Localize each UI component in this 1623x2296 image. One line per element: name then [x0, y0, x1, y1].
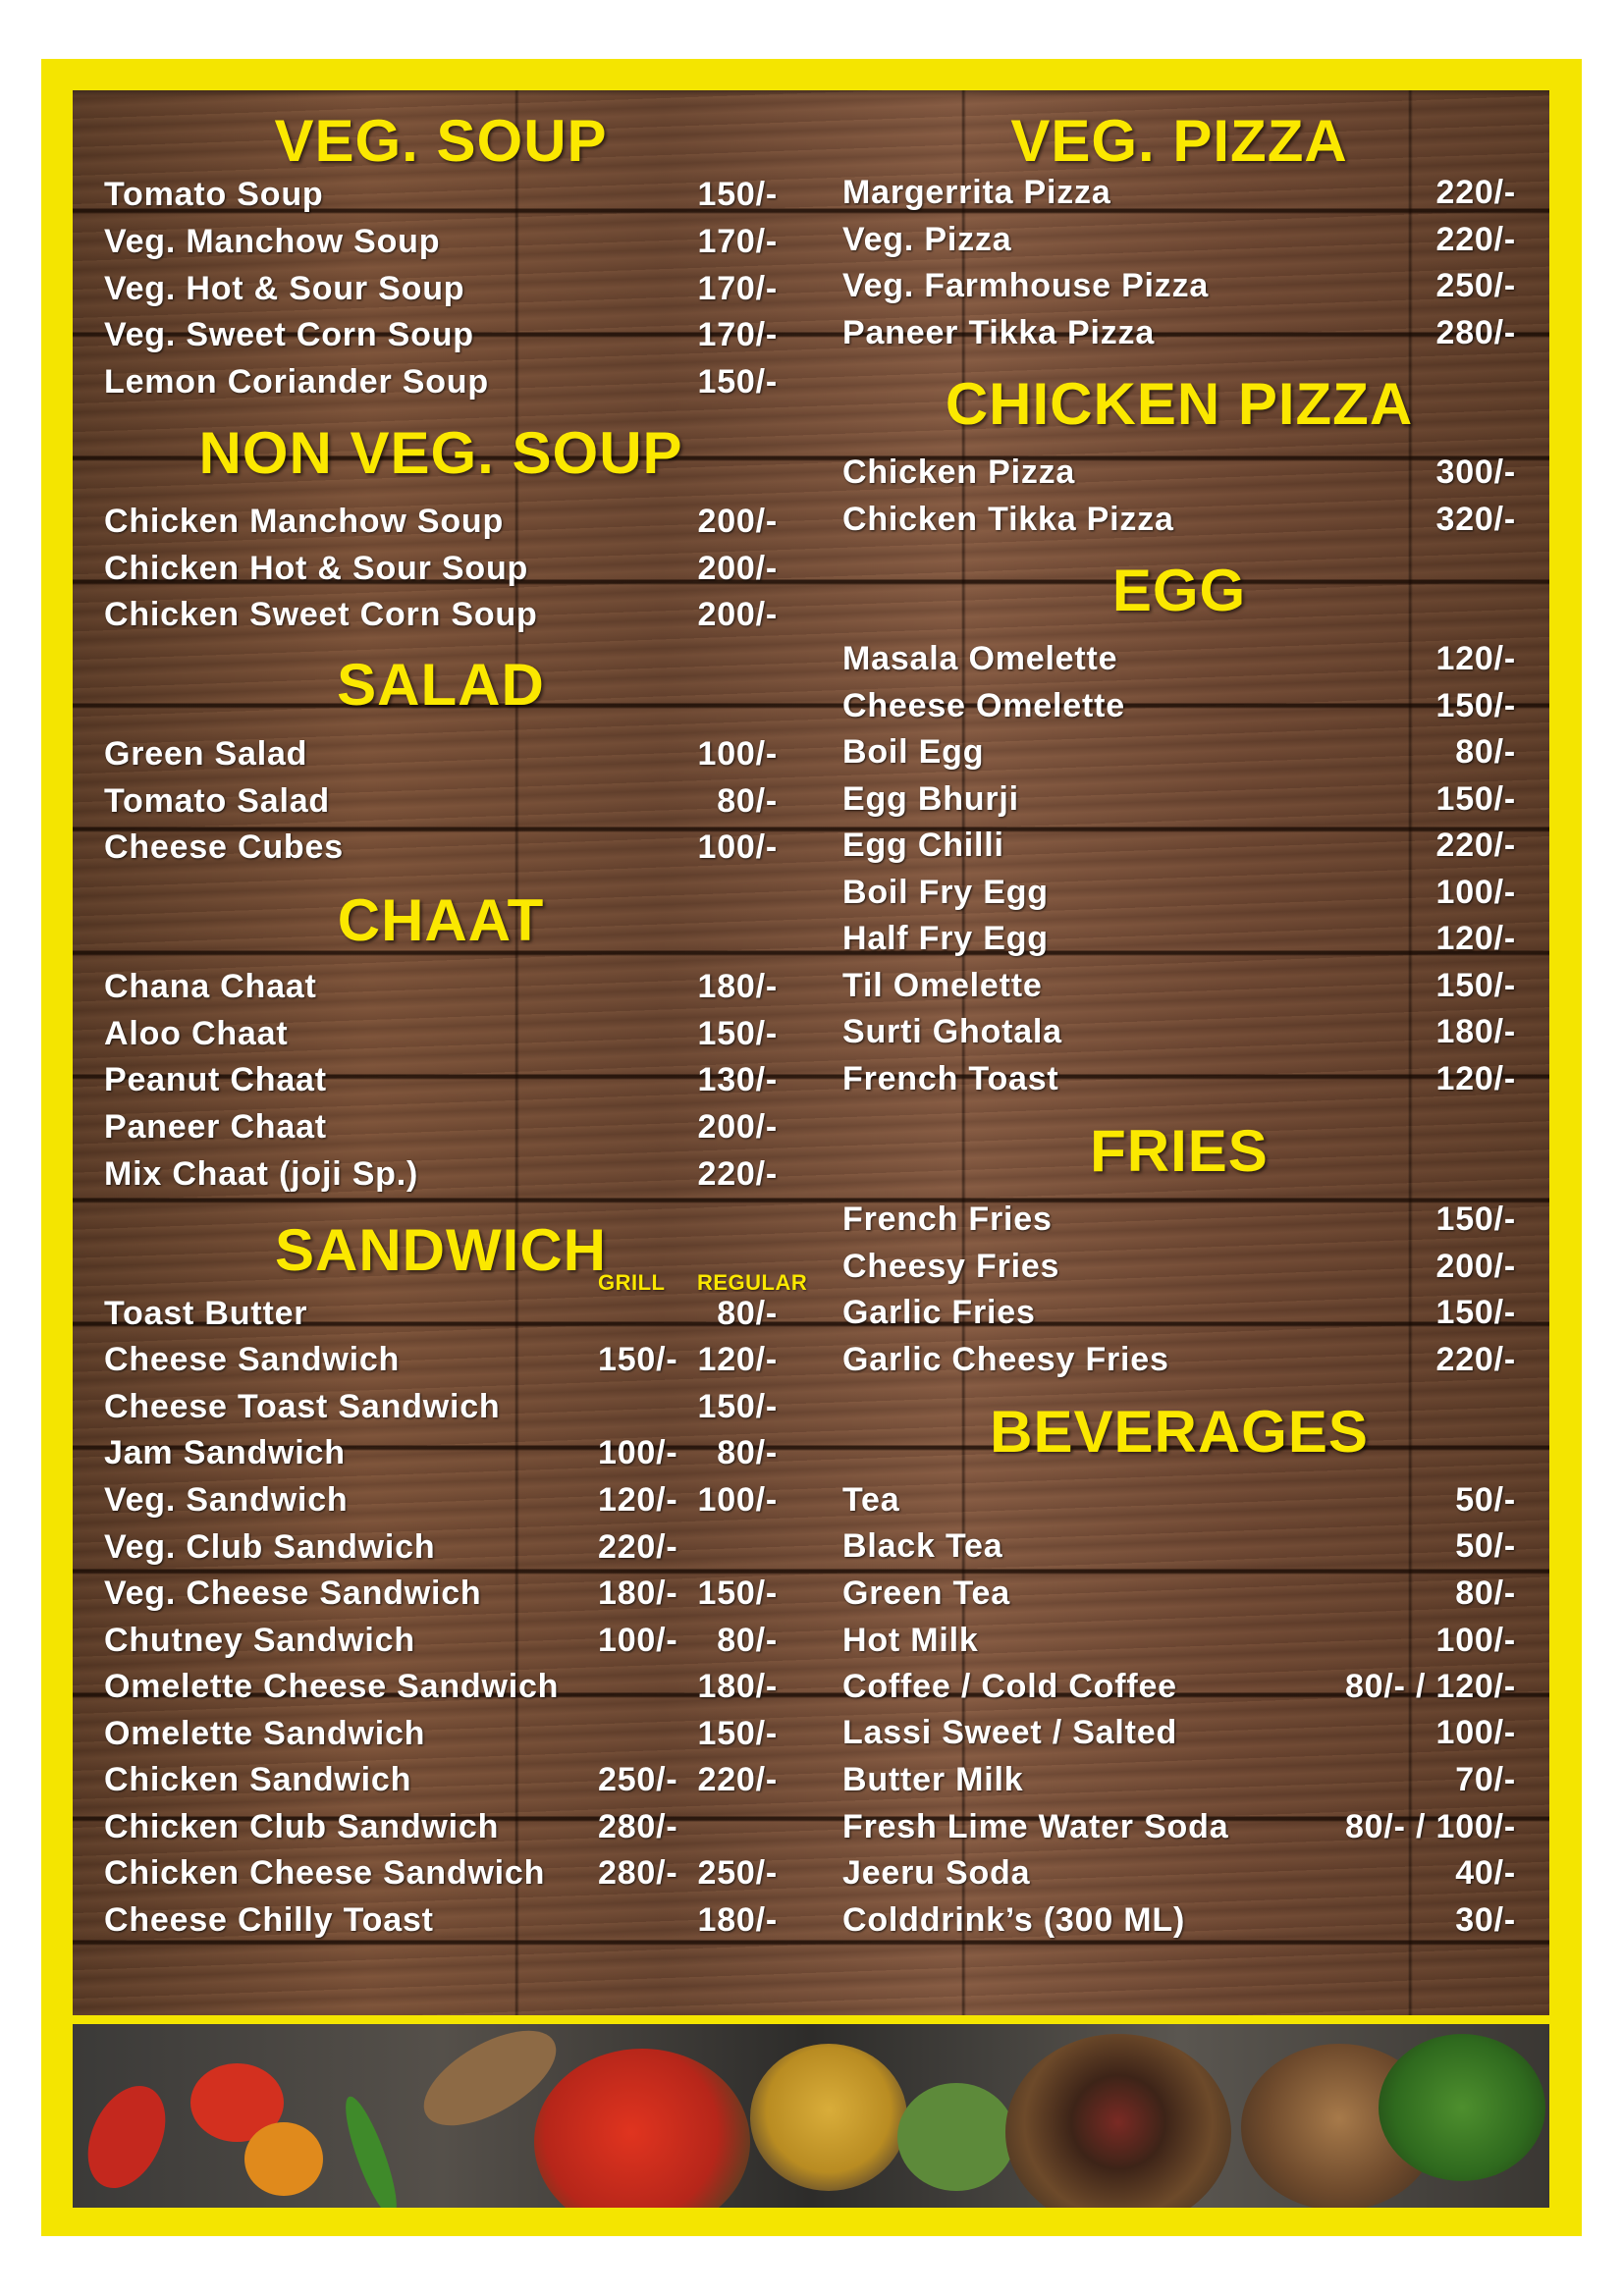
- menu-item: [104, 173, 809, 216]
- item-price: 80/- / 100/-: [1344, 1808, 1516, 1845]
- item-price-grill: 180/-: [598, 1575, 678, 1612]
- item-price-grill: 150/-: [598, 1341, 678, 1378]
- item-price: 220/-: [1435, 221, 1516, 258]
- item-price-regular: 150/-: [697, 1715, 778, 1752]
- item-price: 100/-: [1435, 1714, 1516, 1751]
- item-name: Mix Chaat (joji Sp.): [104, 1155, 419, 1193]
- menu-item: [842, 777, 1547, 821]
- item-name: Cheese Sandwich: [104, 1341, 401, 1378]
- item-name: Green Tea: [842, 1575, 1010, 1612]
- item-name: Chicken Club Sandwich: [104, 1808, 500, 1845]
- item-price: 120/-: [1435, 920, 1516, 957]
- menu-board: [73, 90, 1549, 2015]
- item-price: 150/-: [697, 363, 778, 400]
- item-name: Boil Egg: [842, 733, 985, 771]
- green-chili: [337, 2092, 406, 2208]
- menu-item: [104, 965, 809, 1008]
- item-name: Tomato Salad: [104, 782, 331, 820]
- item-price-regular: 150/-: [697, 1388, 778, 1425]
- item-price: 100/-: [697, 735, 778, 773]
- menu-item: [104, 1338, 809, 1381]
- item-name: Chutney Sandwich: [104, 1622, 415, 1659]
- menu-item: [842, 1198, 1547, 1241]
- item-name: Chana Chaat: [104, 968, 317, 1005]
- item-name: Cheese Cubes: [104, 828, 344, 866]
- menu-item: [104, 1898, 809, 1942]
- item-name: Garlic Cheesy Fries: [842, 1341, 1169, 1378]
- item-price-regular: 180/-: [697, 1901, 778, 1939]
- item-price: 170/-: [697, 316, 778, 353]
- menu-item: [842, 1665, 1547, 1708]
- item-price: 40/-: [1455, 1854, 1516, 1892]
- spices-banner-image: [73, 2024, 1549, 2208]
- menu-item: [842, 1524, 1547, 1568]
- section-title-sandwich: SANDWICH: [275, 1217, 607, 1283]
- menu-item: [104, 1805, 809, 1848]
- menu-item: [842, 1898, 1547, 1942]
- menu-item: [104, 1665, 809, 1708]
- item-price: 200/-: [697, 1108, 778, 1146]
- item-price-grill: 220/-: [598, 1528, 678, 1566]
- item-price: 120/-: [1435, 640, 1516, 677]
- item-price: 30/-: [1455, 1901, 1516, 1939]
- item-name: Chicken Manchow Soup: [104, 503, 505, 540]
- menu-item: [842, 1010, 1547, 1053]
- section-title-chicken-pizza: CHICKEN PIZZA: [945, 371, 1414, 437]
- item-name: Omelette Cheese Sandwich: [104, 1668, 560, 1705]
- item-name: Paneer Tikka Pizza: [842, 314, 1156, 351]
- menu-item: [842, 311, 1547, 354]
- item-price: 50/-: [1455, 1527, 1516, 1565]
- menu-item: [842, 917, 1547, 960]
- item-price: 150/-: [697, 176, 778, 213]
- item-name: Toast Butter: [104, 1295, 308, 1332]
- parsley-leaves: [1379, 2034, 1545, 2181]
- item-price: 180/-: [1435, 1013, 1516, 1050]
- section-title-chaat: CHAAT: [337, 887, 545, 953]
- menu-item: [842, 171, 1547, 214]
- item-name: Colddrink’s (300 ML): [842, 1901, 1186, 1939]
- menu-item: [842, 637, 1547, 680]
- menu-item: [104, 1105, 809, 1148]
- item-name: Peanut Chaat: [104, 1061, 327, 1098]
- item-name: Chicken Sandwich: [104, 1761, 412, 1798]
- item-name: Chicken Tikka Pizza: [842, 501, 1174, 538]
- menu-item: [842, 824, 1547, 867]
- menu-item: [842, 1338, 1547, 1381]
- item-name: Aloo Chaat: [104, 1015, 289, 1052]
- item-price-regular: 120/-: [697, 1341, 778, 1378]
- item-name: Hot Milk: [842, 1622, 979, 1659]
- menu-item: [842, 498, 1547, 541]
- item-price-regular: 250/-: [697, 1854, 778, 1892]
- item-price: 150/-: [1435, 780, 1516, 818]
- item-price: 130/-: [697, 1061, 778, 1098]
- menu-item: [842, 1245, 1547, 1288]
- item-name: Surti Ghotala: [842, 1013, 1062, 1050]
- item-name: Jam Sandwich: [104, 1434, 346, 1471]
- item-price: 100/-: [697, 828, 778, 866]
- menu-item: [104, 360, 809, 403]
- item-price: 250/-: [1435, 267, 1516, 304]
- red-chili-pepper: [73, 2073, 181, 2200]
- item-name: Cheese Chilly Toast: [104, 1901, 434, 1939]
- item-name: Veg. Cheese Sandwich: [104, 1575, 482, 1612]
- item-name: Half Fry Egg: [842, 920, 1049, 957]
- item-price: 200/-: [1435, 1248, 1516, 1285]
- item-name: Coffee / Cold Coffee: [842, 1668, 1177, 1705]
- red-chili-powder-bowl: [534, 2049, 750, 2208]
- item-name: French Toast: [842, 1060, 1059, 1097]
- item-price: 300/-: [1435, 454, 1516, 491]
- item-name: Paneer Chaat: [104, 1108, 327, 1146]
- item-price: 150/-: [697, 1015, 778, 1052]
- item-name: Veg. Sandwich: [104, 1481, 349, 1519]
- item-price: 150/-: [1435, 687, 1516, 724]
- peppercorn-bowl: [1005, 2034, 1231, 2208]
- menu-item: [842, 871, 1547, 914]
- section-title-egg: EGG: [1111, 558, 1247, 623]
- item-name: Cheesy Fries: [842, 1248, 1060, 1285]
- menu-item: [104, 1572, 809, 1615]
- item-name: Veg. Hot & Sour Soup: [104, 270, 465, 307]
- menu-item: [104, 1758, 809, 1801]
- item-name: Tomato Soup: [104, 176, 324, 213]
- section-title-fries: FRIES: [1090, 1118, 1269, 1184]
- item-price: 70/-: [1455, 1761, 1516, 1798]
- orange-pepper: [244, 2122, 323, 2196]
- item-price: 150/-: [1435, 1201, 1516, 1238]
- item-price: 150/-: [1435, 967, 1516, 1004]
- item-price: 80/-: [717, 782, 778, 820]
- item-price: 200/-: [697, 503, 778, 540]
- item-price-regular: 150/-: [697, 1575, 778, 1612]
- column-label-regular: REGULAR: [697, 1270, 808, 1295]
- menu-item: [842, 451, 1547, 494]
- item-name: Omelette Sandwich: [104, 1715, 426, 1752]
- item-name: Chicken Hot & Sour Soup: [104, 550, 529, 587]
- item-name: Lassi Sweet / Salted: [842, 1714, 1178, 1751]
- item-price-regular: 100/-: [697, 1481, 778, 1519]
- item-price: 200/-: [697, 596, 778, 633]
- menu-item: [104, 1619, 809, 1662]
- item-price: 100/-: [1435, 874, 1516, 911]
- item-name: Butter Milk: [842, 1761, 1024, 1798]
- menu-item: [104, 313, 809, 356]
- item-name: Til Omelette: [842, 967, 1043, 1004]
- item-name: Chicken Cheese Sandwich: [104, 1854, 546, 1892]
- menu-item: [842, 1758, 1547, 1801]
- menu-item: [104, 826, 809, 869]
- menu-item: [842, 1291, 1547, 1334]
- section-title-non-veg-soup: NON VEG. SOUP: [198, 420, 683, 486]
- item-price: 100/-: [1435, 1622, 1516, 1659]
- item-price: 80/-: [1455, 1575, 1516, 1612]
- column-label-grill: GRILL: [598, 1270, 666, 1295]
- item-price-grill: 100/-: [598, 1434, 678, 1471]
- item-price-grill: 250/-: [598, 1761, 678, 1798]
- menu-item: [104, 1012, 809, 1055]
- item-price-regular: 80/-: [717, 1434, 778, 1471]
- item-price: 80/- / 120/-: [1344, 1668, 1516, 1705]
- menu-item: [842, 1057, 1547, 1100]
- menu-item: [104, 1058, 809, 1101]
- menu-item: [842, 1619, 1547, 1662]
- item-price: 180/-: [697, 968, 778, 1005]
- menu-item: [104, 1292, 809, 1335]
- menu-item: [104, 1478, 809, 1522]
- item-price-regular: 220/-: [697, 1761, 778, 1798]
- item-price: 80/-: [1455, 733, 1516, 771]
- menu-item: [104, 267, 809, 310]
- item-price: 150/-: [1435, 1294, 1516, 1331]
- menu-item: [104, 500, 809, 543]
- item-price: 50/-: [1455, 1481, 1516, 1519]
- section-title-beverages: BEVERAGES: [990, 1399, 1369, 1465]
- menu-item: [842, 218, 1547, 261]
- item-name: Black Tea: [842, 1527, 1003, 1565]
- item-name: Veg. Manchow Soup: [104, 223, 441, 260]
- item-name: Egg Bhurji: [842, 780, 1019, 818]
- menu-item: [104, 779, 809, 823]
- item-price-grill: 120/-: [598, 1481, 678, 1519]
- item-price: 220/-: [1435, 174, 1516, 211]
- item-price: 120/-: [1435, 1060, 1516, 1097]
- green-herbs: [897, 2083, 1015, 2191]
- item-name: Chicken Sweet Corn Soup: [104, 596, 538, 633]
- item-price: 220/-: [1435, 827, 1516, 864]
- item-price-regular: 180/-: [697, 1668, 778, 1705]
- section-title-veg-soup: VEG. SOUP: [274, 108, 608, 174]
- item-name: Tea: [842, 1481, 900, 1519]
- item-name: Masala Omelette: [842, 640, 1118, 677]
- item-price: 280/-: [1435, 314, 1516, 351]
- item-price: 320/-: [1435, 501, 1516, 538]
- menu-item: [842, 1572, 1547, 1615]
- item-price: 170/-: [697, 270, 778, 307]
- menu-item: [842, 964, 1547, 1007]
- menu-item: [104, 1851, 809, 1895]
- menu-item: [842, 684, 1547, 727]
- item-name: Veg. Pizza: [842, 221, 1012, 258]
- item-name: Lemon Coriander Soup: [104, 363, 489, 400]
- item-name: Veg. Club Sandwich: [104, 1528, 436, 1566]
- item-price: 170/-: [697, 223, 778, 260]
- menu-item: [104, 1431, 809, 1474]
- item-price-grill: 280/-: [598, 1854, 678, 1892]
- menu-item: [104, 1525, 809, 1569]
- menu-item: [104, 593, 809, 636]
- menu-item: [842, 1851, 1547, 1895]
- menu-item: [842, 730, 1547, 774]
- item-price-regular: 80/-: [717, 1622, 778, 1659]
- item-name: Veg. Farmhouse Pizza: [842, 267, 1210, 304]
- menu-item: [842, 1478, 1547, 1522]
- item-price-regular: 80/-: [717, 1295, 778, 1332]
- menu-item: [104, 732, 809, 775]
- menu-item: [842, 264, 1547, 307]
- item-name: Margerrita Pizza: [842, 174, 1111, 211]
- item-name: Veg. Sweet Corn Soup: [104, 316, 474, 353]
- item-name: Jeeru Soda: [842, 1854, 1031, 1892]
- item-name: Boil Fry Egg: [842, 874, 1049, 911]
- item-price: 200/-: [697, 550, 778, 587]
- turmeric-spice-bowl: [750, 2044, 907, 2191]
- item-name: Cheese Toast Sandwich: [104, 1388, 501, 1425]
- item-price-grill: 280/-: [598, 1808, 678, 1845]
- menu-item: [104, 220, 809, 263]
- item-name: Green Salad: [104, 735, 308, 773]
- section-title-veg-pizza: VEG. PIZZA: [1010, 108, 1348, 174]
- menu-item: [104, 1152, 809, 1196]
- item-price: 220/-: [697, 1155, 778, 1193]
- item-name: Chicken Pizza: [842, 454, 1076, 491]
- item-name: French Fries: [842, 1201, 1053, 1238]
- item-name: Fresh Lime Water Soda: [842, 1808, 1229, 1845]
- menu-item: [104, 1385, 809, 1428]
- item-price: 220/-: [1435, 1341, 1516, 1378]
- menu-item: [842, 1805, 1547, 1848]
- menu-item: [104, 547, 809, 590]
- menu-item: [104, 1712, 809, 1755]
- section-title-salad: SALAD: [337, 652, 545, 718]
- item-price-grill: 100/-: [598, 1622, 678, 1659]
- item-name: Egg Chilli: [842, 827, 1004, 864]
- item-name: Garlic Fries: [842, 1294, 1036, 1331]
- item-name: Cheese Omelette: [842, 687, 1125, 724]
- menu-item: [842, 1711, 1547, 1754]
